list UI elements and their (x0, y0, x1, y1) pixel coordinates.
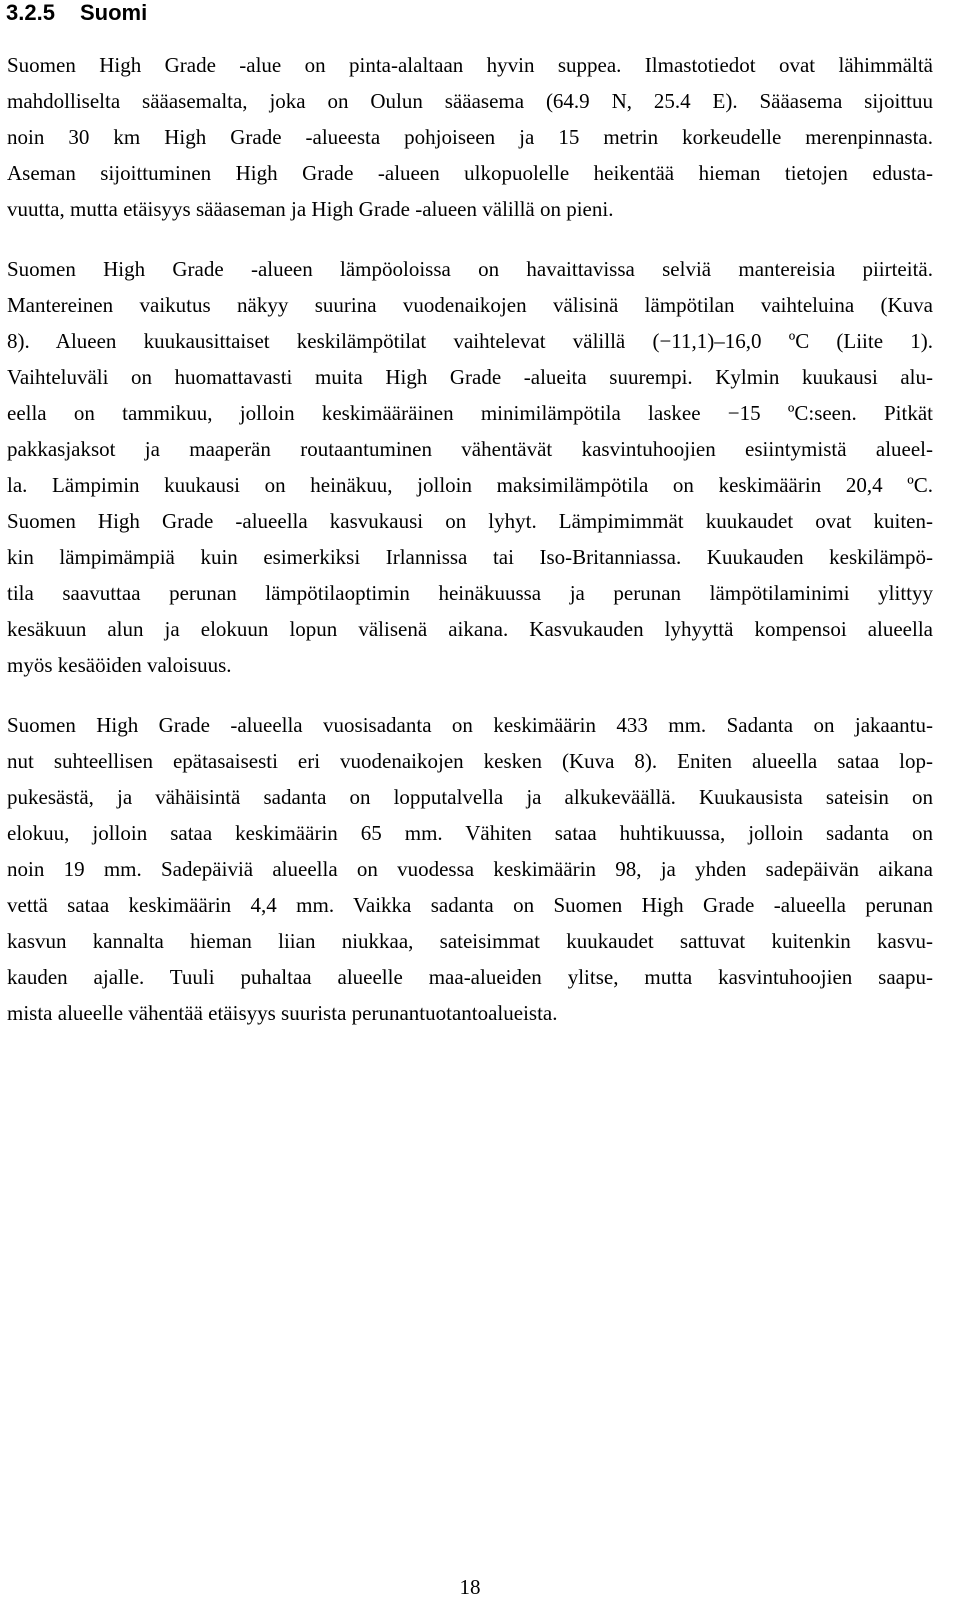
paragraph-2-line-12: myös kesäöiden valoisuus. (7, 653, 232, 677)
paragraph-3-line-7: kasvun kannalta hieman liian niukkaa, sateisimmat kuukaudet sattuvat kuitenkin kasvu- (7, 929, 933, 953)
paragraph-2-line-6: pakkasjaksot ja maaperän routaantuminen vähentävät kasvintuhoojien esiintymistä alueel- (7, 437, 933, 461)
paragraph-3-line-4: elokuu, jolloin sataa keskimäärin 65 mm. Vähiten sataa huhtikuussa, jolloin sadanta on (7, 821, 933, 845)
paragraph-2-line-5: eella on tammikuu, jolloin keskimääräinen minimilämpötila laskee −15 ºC:seen. Pitkät (7, 401, 933, 425)
paragraph-3-line-3: pukesästä, ja vähäisintä sadanta on lopputalvella ja alkukeväällä. Kuukausista sateisin on (7, 785, 933, 809)
page-number: 18 (459, 1575, 481, 1599)
section-heading (6, 0, 147, 26)
paragraph-1-line-5: vuutta, mutta etäisyys sääaseman ja High Grade -alueen välillä on pieni. (7, 197, 614, 221)
paragraph-1-line-4: Aseman sijoittuminen High Grade -alueen ulkopuolelle heikentää hieman tietojen edusta- (7, 161, 933, 185)
paragraph-3-line-9: mista alueelle vähentää etäisyys suurista perunantuotantoalueista. (7, 1001, 558, 1025)
paragraph-2-line-8: Suomen High Grade -alueella kasvukausi on lyhyt. Lämpimimmät kuukaudet ovat kuiten- (7, 509, 933, 533)
paragraph-2-line-11: kesäkuun alun ja elokuun lopun välisenä aikana. Kasvukauden lyhyyttä kompensoi alueella (7, 617, 933, 641)
paragraph-2-line-7: la. Lämpimin kuukausi on heinäkuu, jolloin maksimilämpötila on keskimäärin 20,4 ºC. (7, 473, 933, 497)
paragraph-1-line-1: Suomen High Grade -alue on pinta-alaltaan hyvin suppea. Ilmastotiedot ovat lähimmältä (7, 53, 933, 77)
paragraph-1-line-2: mahdolliselta sääasemalta, joka on Oulun sääasema (64.9 N, 25.4 E). Sääasema sijoittuu (7, 89, 933, 113)
paragraph-2-line-10: tila saavuttaa perunan lämpötilaoptimin heinäkuussa ja perunan lämpötilaminimi ylittyy (7, 581, 933, 605)
paragraph-3-line-6: vettä sataa keskimäärin 4,4 mm. Vaikka sadanta on Suomen High Grade -alueella perunan (7, 893, 933, 917)
paragraph-3-line-5: noin 19 mm. Sadepäiviä alueella on vuodessa keskimäärin 98, ja yhden sadepäivän aikana (7, 857, 933, 881)
paragraph-2-line-1: Suomen High Grade -alueen lämpöoloissa on havaittavissa selviä mantereisia piirteitä. (7, 257, 933, 281)
paragraph-2-line-3: 8). Alueen kuukausittaiset keskilämpötilat vaihtelevat välillä (−11,1)–16,0 ºC (Liite 1). (7, 329, 933, 353)
paragraph-2-line-2: Mantereinen vaikutus näkyy suurina vuodenaikojen välisinä lämpötilan vaihteluina (Kuva (7, 293, 933, 317)
paragraph-2-line-9: kin lämpimämpiä kuin esimerkiksi Irlannissa tai Iso-Britanniassa. Kuukauden keskilämpö- (7, 545, 933, 569)
paragraph-3-line-2: nut suhteellisen epätasaisesti eri vuodenaikojen kesken (Kuva 8). Eniten alueella sataa lop- (7, 749, 933, 773)
paragraph-3-line-8: kauden ajalle. Tuuli puhaltaa alueelle maa-alueiden ylitse, mutta kasvintuhoojien saapu- (7, 965, 933, 989)
paragraph-1-line-3: noin 30 km High Grade -alueesta pohjoiseen ja 15 metrin korkeudelle merenpinnasta. (7, 125, 933, 149)
paragraph-2-line-4: Vaihteluväli on huomattavasti muita High Grade -alueita suurempi. Kylmin kuukausi alu- (7, 365, 933, 389)
section-number: 3.2.5 (6, 0, 55, 25)
section-title: Suomi (80, 0, 148, 25)
paragraph-3-line-1: Suomen High Grade -alueella vuosisadanta on keskimäärin 433 mm. Sadanta on jakaantu- (7, 713, 933, 737)
